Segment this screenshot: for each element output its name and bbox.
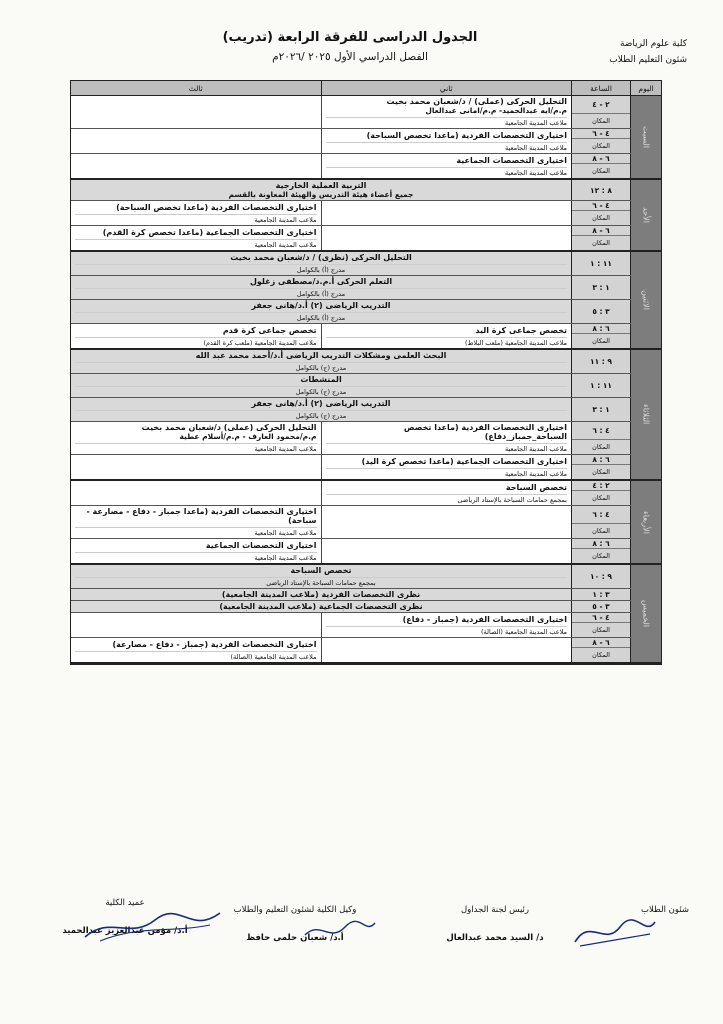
course-name: اختيارى التخصصات الفردية (ماعدا جمباز - دفاع - مصارعة - سباحة) xyxy=(86,507,317,525)
time-cell xyxy=(571,374,631,397)
table-row xyxy=(71,565,631,589)
place-label: المكان xyxy=(572,163,630,178)
course-name: التربية العملية الخارجية xyxy=(275,181,367,190)
row-cells xyxy=(71,481,571,505)
location-name: ملاعب المدينة الجامعية xyxy=(326,443,568,453)
schedule-cell xyxy=(322,324,572,348)
schedule-cell xyxy=(322,201,572,225)
row-cells xyxy=(71,252,571,275)
course-name: اختيارى التخصصات الجماعية (ماعدا تخصص كرة القدم) xyxy=(102,227,317,237)
day-label-cell xyxy=(631,180,661,250)
schedule-cell xyxy=(71,481,322,505)
signature-scribble-3 xyxy=(80,905,230,945)
day-rows xyxy=(71,252,631,348)
course-name: نظرى التخصصات الجماعية (ملاعب المدينة الجامعية) xyxy=(219,602,423,611)
table-row xyxy=(71,422,631,455)
table-row xyxy=(71,398,631,422)
time-cell xyxy=(571,539,631,563)
course-name: التدريب الرياضى (٢) أ.د/هانى جعفر xyxy=(251,301,391,310)
table-row xyxy=(71,601,631,613)
day-block xyxy=(71,350,661,481)
time-cell xyxy=(571,324,631,348)
table-row xyxy=(71,180,631,201)
row-cells xyxy=(71,300,571,323)
schedule-cell xyxy=(322,455,572,479)
schedule-cell xyxy=(322,96,572,128)
row-cells xyxy=(71,201,571,225)
course-name: التعلم الحركى أ.م.د/مصطفى زغلول xyxy=(249,277,393,286)
schedule-cell xyxy=(71,374,571,397)
course-name: التحليل الحركى (نظرى) / د/شعبان محمد بخيت xyxy=(230,253,412,262)
row-cells xyxy=(71,350,571,373)
college-name: كلية علوم الرياضة xyxy=(619,39,687,49)
time-cell xyxy=(571,422,631,454)
place-label: المكان xyxy=(572,210,630,225)
schedule-cell xyxy=(71,252,571,275)
row-cells xyxy=(71,226,571,250)
schedule-cell xyxy=(71,422,322,454)
time-value: ٤ - ٦ xyxy=(592,613,610,622)
time-value: ١ : ٣ xyxy=(592,405,610,414)
header-col2: ثاني xyxy=(321,81,572,95)
schedule-cell xyxy=(71,565,571,588)
row-cells xyxy=(71,613,571,637)
course-name: اختيارى التخصصات الجماعية xyxy=(205,540,317,550)
semester-subtitle: الفصل الدراسي الأول ٢٠٢٥ /٢٠٢٦م xyxy=(272,51,428,63)
time-value: ٩ : ١٠ xyxy=(590,572,612,581)
place-label: المكان xyxy=(572,464,630,479)
day-label-cell xyxy=(631,350,661,479)
schedule-cell xyxy=(71,129,322,153)
schedule-cell xyxy=(71,601,571,612)
location-name: ملاعب المدينة الجامعية xyxy=(326,117,568,127)
time-value: ٤ - ٦ xyxy=(592,129,610,138)
table-row xyxy=(71,252,631,276)
time-value: ٤ : ٦ xyxy=(592,510,610,519)
place-label: المكان xyxy=(572,333,630,348)
location-name: ملاعب المدينة الجامعية (ملعب كرة القدم) xyxy=(75,337,317,347)
signature-block xyxy=(430,905,560,943)
schedule-cell xyxy=(71,300,571,323)
signature-name: أ.د/ شعبان حلمى حافظ xyxy=(246,933,344,943)
day-block xyxy=(71,565,661,664)
schedule-cell xyxy=(322,129,572,153)
header-title-block xyxy=(200,30,500,63)
course-name: اختيارى التخصصات الفردية (ماعدا تخصص السباحة) xyxy=(116,202,317,212)
day-name: الثلاثاء xyxy=(641,404,651,425)
schedule-cell xyxy=(71,638,322,662)
signature-name: د/ السيد محمد عبدالعال xyxy=(446,933,544,943)
time-value: ٦ : ٨ xyxy=(592,539,610,548)
table-row xyxy=(71,350,631,374)
course-name: اختيارى التخصصات الجماعية (ماعدا تخصص كرة اليد) xyxy=(361,456,567,466)
row-cells xyxy=(71,506,571,538)
header-institution xyxy=(609,36,687,68)
table-row xyxy=(71,276,631,300)
location-name: ملاعب المدينة الجامعية (ملعب البلاط) xyxy=(326,337,568,347)
course-name: المنشطات xyxy=(300,375,342,384)
table-row xyxy=(71,638,631,662)
table-row xyxy=(71,226,631,250)
location-name: ملاعب المدينة الجامعية xyxy=(326,468,568,478)
row-cells xyxy=(71,455,571,479)
place-label: المكان xyxy=(572,647,630,662)
instructor-name: م.م/محمود العارف - م.م/أسلام عطية xyxy=(179,432,317,441)
course-name: اختيارى التخصصات الفردية (جمباز - دفاع) xyxy=(402,614,567,624)
location-name: ملاعب المدينة الجامعية xyxy=(75,552,317,562)
time-cell xyxy=(571,129,631,153)
day-label-cell xyxy=(631,96,661,178)
place-label: المكان xyxy=(572,113,630,128)
time-value: ٤ : ٦ xyxy=(592,426,610,435)
row-cells xyxy=(71,565,571,588)
place-label: المكان xyxy=(572,235,630,250)
location-name: ملاعب المدينة الجامعية xyxy=(75,214,317,224)
time-cell xyxy=(571,96,631,128)
schedule-cell xyxy=(322,154,572,178)
schedule-cell xyxy=(71,539,322,563)
schedule-cell xyxy=(322,422,572,454)
location-name: بمجمع حمامات السباحة بالإستاد الرياضى xyxy=(75,577,567,587)
time-value: ٢ - ٤ xyxy=(592,100,610,109)
schedule-cell xyxy=(71,613,322,637)
place-label: المكان xyxy=(572,622,630,637)
time-value: ٣ : ١ xyxy=(592,590,610,599)
day-label-cell xyxy=(631,481,661,563)
course-name: التحليل الحركى (عملى) / د/شعبان محمد بخيت xyxy=(386,97,567,106)
day-name: الأربعاء xyxy=(641,510,651,534)
day-block xyxy=(71,180,661,252)
location-name: مدرج (ج) بالكوامل xyxy=(75,386,567,396)
row-cells xyxy=(71,374,571,397)
time-cell xyxy=(571,300,631,323)
table-row xyxy=(71,96,631,129)
time-cell xyxy=(571,506,631,538)
schedule-cell xyxy=(322,539,572,563)
place-label: المكان xyxy=(572,439,630,454)
signature-title: عميد الكلية xyxy=(105,898,145,908)
location-name: ملاعب المدينة الجامعية xyxy=(326,142,568,152)
course-name: تخصص السباحة xyxy=(505,482,567,492)
course-name: اختيارى التخصصات الفردية (ماعدا تخصص السباحة_جمباز_دفاع) xyxy=(403,423,567,441)
schedule-cell xyxy=(322,506,572,538)
location-name: مدرج (أ) بالكوامل xyxy=(75,312,567,322)
time-cell xyxy=(571,601,631,612)
table-row xyxy=(71,300,631,324)
course-name: تخصص السباحة xyxy=(290,566,352,575)
course-name: اختيارى التخصصات الفردية (جمباز - دفاع - مصارعة) xyxy=(112,639,317,649)
time-cell xyxy=(571,565,631,588)
time-cell xyxy=(571,276,631,299)
location-name: ملاعب المدينة الجامعية xyxy=(75,443,317,453)
instructor-name: جميع أعضاء هيئة التدريس والهيئة المعاونة بالقسم xyxy=(228,190,414,199)
course-name: تخصص جماعى كرة قدم xyxy=(222,325,317,335)
office-name: شئون التعليم الطلاب xyxy=(609,55,687,65)
time-value: ٦ : ٨ xyxy=(592,455,610,464)
day-rows xyxy=(71,481,631,563)
schedule-cell xyxy=(71,350,571,373)
time-cell xyxy=(571,154,631,178)
day-name: الخميس xyxy=(641,599,651,628)
time-cell xyxy=(571,638,631,662)
location-name: ملاعب المدينة الجامعية (الصالة) xyxy=(326,626,568,636)
row-cells xyxy=(71,129,571,153)
header-day: اليوم xyxy=(630,81,661,95)
time-value: ٦ - ٨ xyxy=(592,154,610,163)
schedule-cell xyxy=(71,226,322,250)
time-value: ٨ : ١٢ xyxy=(590,185,612,195)
course-name: التدريب الرياضى (٢) أ.د/هانى جعفر xyxy=(251,399,391,408)
schedule-cell xyxy=(322,481,572,505)
day-name: السبت xyxy=(641,125,651,149)
schedule-cell xyxy=(322,226,572,250)
row-cells xyxy=(71,324,571,348)
day-rows xyxy=(71,96,631,178)
table-row xyxy=(71,201,631,226)
time-value: ٦ - ٨ xyxy=(592,226,610,235)
table-row xyxy=(71,481,631,506)
signature-name: أ.د/ مؤمن عبدالعزيز عبدالحميد xyxy=(62,926,188,936)
course-name: التحليل الحركى (عملى) د/شعبان محمد بخيت xyxy=(141,423,317,432)
place-label: المكان xyxy=(572,523,630,538)
table-row xyxy=(71,613,631,638)
schedule-cell xyxy=(71,398,571,421)
location-name: مدرج (ج) بالكوامل xyxy=(75,362,567,372)
table-row xyxy=(71,455,631,479)
time-value: ٦ : ٨ xyxy=(592,324,610,333)
time-value: ٢ : ٤ xyxy=(592,481,610,490)
time-value: ٣ - ٥ xyxy=(592,602,610,611)
day-block xyxy=(71,96,661,180)
time-cell xyxy=(571,201,631,225)
time-cell xyxy=(571,226,631,250)
time-cell xyxy=(571,613,631,637)
time-cell xyxy=(571,589,631,600)
location-name: ملاعب المدينة الجامعية xyxy=(326,167,568,177)
location-name: مدرج (أ) بالكوامل xyxy=(75,288,567,298)
schedule-cell xyxy=(71,154,322,178)
time-value: ١١ : ١ xyxy=(590,381,612,390)
table-row xyxy=(71,589,631,601)
row-cells xyxy=(71,154,571,178)
table-row xyxy=(71,506,631,539)
schedule-table xyxy=(70,80,662,665)
signature-scribble-1 xyxy=(570,912,660,952)
schedule-cell xyxy=(71,455,322,479)
table-row xyxy=(71,374,631,398)
time-value: ٤ - ٦ xyxy=(592,201,610,210)
day-block xyxy=(71,252,661,350)
schedule-cell xyxy=(71,589,571,600)
day-rows xyxy=(71,350,631,479)
table-row xyxy=(71,129,631,154)
header-col3: ثالث xyxy=(188,83,203,93)
schedule-cell xyxy=(71,96,322,128)
signature-title: شئون الطلاب xyxy=(640,905,690,915)
time-cell xyxy=(571,398,631,421)
table-row xyxy=(71,324,631,348)
schedule-cell xyxy=(322,638,572,662)
day-label-cell xyxy=(631,252,661,348)
time-cell xyxy=(571,350,631,373)
schedule-cell xyxy=(71,276,571,299)
table-row xyxy=(71,539,631,563)
time-value: ٣ : ٥ xyxy=(592,307,610,316)
course-name: اختيارى التخصصات الفردية (ماعدا تخصص السباحة) xyxy=(366,130,567,140)
day-name: الاثنين xyxy=(641,290,651,310)
row-cells xyxy=(71,589,571,600)
row-cells xyxy=(71,422,571,454)
row-cells xyxy=(71,398,571,421)
course-name: نظرى التخصصات الفردية (ملاعب المدينة الجامعية) xyxy=(221,590,421,599)
time-cell xyxy=(571,481,631,505)
row-cells xyxy=(71,276,571,299)
time-value: ٩ : ١١ xyxy=(590,357,612,366)
location-name: ملاعب المدينة الجامعية (الصالة) xyxy=(75,651,317,661)
instructor-name: م.م/ايه عبدالحميد- م.م/امانى عبدالعال xyxy=(425,106,567,115)
day-rows xyxy=(71,180,631,250)
time-value: ٦ - ٨ xyxy=(592,638,610,647)
place-label: المكان xyxy=(572,490,630,505)
row-cells xyxy=(71,638,571,662)
location-name: ملاعب المدينة الجامعية xyxy=(75,527,317,537)
location-name: بمجمع حمامات السباحة بالإستاد الرياضى xyxy=(326,494,568,504)
schedule-cell xyxy=(71,324,322,348)
place-label: المكان xyxy=(572,138,630,153)
page-title: الجدول الدراسى للفرقة الرابعة (تدريب) xyxy=(222,30,478,45)
row-cells xyxy=(71,180,571,200)
time-value: ١١ : ١ xyxy=(590,259,612,268)
schedule-cell xyxy=(322,613,572,637)
time-cell xyxy=(571,252,631,275)
row-cells xyxy=(71,96,571,128)
location-name: ملاعب المدينة الجامعية xyxy=(75,239,317,249)
schedule-cell xyxy=(71,180,571,200)
header-time: الساعة xyxy=(571,81,630,95)
time-cell xyxy=(571,455,631,479)
course-name: اختيارى التخصصات الجماعية xyxy=(456,155,567,165)
course-name: تخصص جماعى كرة اليد xyxy=(475,325,567,335)
row-cells xyxy=(71,539,571,563)
schedule-body xyxy=(71,96,661,664)
course-name: البحث العلمى ومشكلات التدريب الرياضى أ.د/أحمد محمد عبد الله xyxy=(195,351,447,360)
place-label: المكان xyxy=(572,548,630,563)
day-block xyxy=(71,481,661,565)
time-value: ١ : ٣ xyxy=(592,283,610,292)
day-rows xyxy=(71,565,631,662)
day-label-cell xyxy=(631,565,661,662)
signature-title: رئيس لجنة الجداول xyxy=(460,905,530,915)
schedule-cell xyxy=(71,506,322,538)
location-name: مدرج (أ) بالكوامل xyxy=(75,264,567,274)
day-name: الأحد xyxy=(641,207,651,223)
signature-scribble-2 xyxy=(300,915,380,945)
schedule-cell xyxy=(71,201,322,225)
table-row xyxy=(71,154,631,178)
time-cell xyxy=(571,180,631,200)
location-name: مدرج (ج) بالكوامل xyxy=(75,410,567,420)
signature-title: وكيل الكلية لشئون التعليم والطلاب xyxy=(233,905,357,915)
row-cells xyxy=(71,601,571,612)
table-header-row xyxy=(71,81,661,96)
